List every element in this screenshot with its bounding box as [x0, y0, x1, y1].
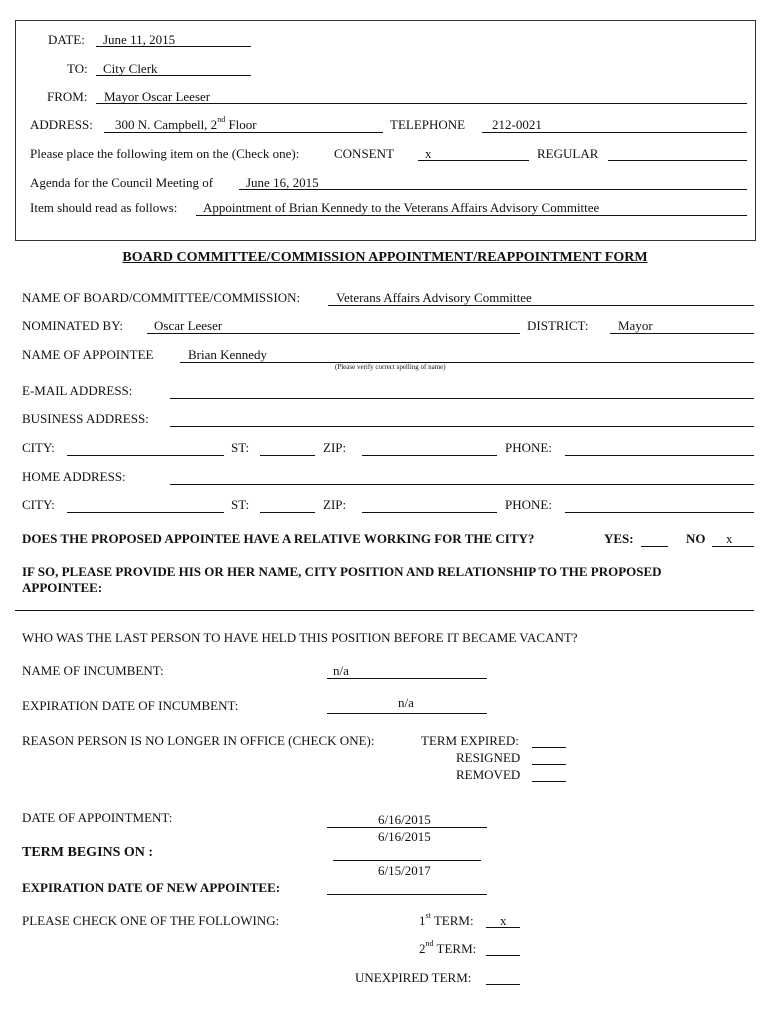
email-label: E-MAIL ADDRESS: — [22, 383, 133, 398]
home-zip-field-line[interactable] — [362, 512, 497, 513]
date-label: DATE: — [48, 32, 85, 47]
home-zip-label: ZIP: — [323, 497, 347, 512]
home-city-label: CITY: — [22, 497, 55, 512]
appointee-value: Brian Kennedy — [188, 347, 268, 362]
section-divider — [15, 610, 754, 611]
term-begins-value: 6/16/2015 — [378, 829, 431, 844]
if-so-line2: APPOINTEE: — [22, 580, 103, 595]
if-so-line1: IF SO, PLEASE PROVIDE HIS OR HER NAME, CITY POSITION AND RELATIONSHIP TO THE PROPOSED — [22, 564, 662, 579]
home-phone-field-line[interactable] — [565, 512, 754, 513]
business-phone-label: PHONE: — [505, 440, 552, 455]
consent-value: x — [425, 146, 432, 161]
consent-label: CONSENT — [334, 146, 394, 161]
home-phone-label: PHONE: — [505, 497, 552, 512]
home-st-label: ST: — [231, 497, 250, 512]
relative-no-field-line[interactable] — [712, 546, 754, 547]
appointment-date-value: 6/16/2015 — [378, 812, 431, 827]
appointment-date-label: DATE OF APPOINTMENT: — [22, 810, 173, 825]
business-st-field-line[interactable] — [260, 455, 315, 456]
email-field-line[interactable] — [170, 398, 754, 399]
from-value: Mayor Oscar Leeser — [104, 89, 211, 104]
reason-label: REASON PERSON IS NO LONGER IN OFFICE (CHECK ONE): — [22, 733, 375, 748]
business-city-field-line[interactable] — [67, 455, 224, 456]
unexpired-term-label: UNEXPIRED TERM: — [355, 970, 472, 985]
address-value: 300 N. Campbell, 2nd Floor — [115, 115, 257, 132]
removed-field-line[interactable] — [532, 781, 566, 782]
second-term-field-line[interactable] — [486, 955, 520, 956]
district-value: Mayor — [618, 318, 653, 333]
business-zip-label: ZIP: — [323, 440, 347, 455]
check-one-label: PLEASE CHECK ONE OF THE FOLLOWING: — [22, 913, 280, 928]
appointment-date-field-line[interactable] — [327, 827, 487, 828]
form-title: BOARD COMMITTEE/COMMISSION APPOINTMENT/REAPPOINTMENT FORM — [122, 250, 648, 265]
business-phone-field-line[interactable] — [565, 455, 754, 456]
business-st-label: ST: — [231, 440, 250, 455]
term-expired-field-line[interactable] — [532, 747, 566, 748]
business-address-label: BUSINESS ADDRESS: — [22, 411, 149, 426]
removed-label: REMOVED — [456, 767, 521, 782]
place-item-label: Please place the following item on the (Check one): — [30, 146, 300, 161]
nominated-value: Oscar Leeser — [154, 318, 223, 333]
unexpired-term-field-line[interactable] — [486, 984, 520, 985]
item-read-label: Item should read as follows: — [30, 200, 178, 215]
second-term-label: 2nd TERM: — [419, 939, 477, 956]
new-expiration-value: 6/15/2017 — [378, 863, 431, 878]
home-address-field-line[interactable] — [170, 484, 754, 485]
home-city-field-line[interactable] — [67, 512, 224, 513]
agenda-value: June 16, 2015 — [246, 175, 319, 190]
consent-field-line[interactable] — [418, 160, 529, 161]
home-address-label: HOME ADDRESS: — [22, 469, 126, 484]
home-st-field-line[interactable] — [260, 512, 315, 513]
agenda-label: Agenda for the Council Meeting of — [30, 175, 214, 190]
resigned-label: RESIGNED — [456, 750, 521, 765]
term-begins-label: TERM BEGINS ON : — [22, 845, 154, 860]
relative-yes-field-line[interactable] — [641, 546, 668, 547]
regular-field-line[interactable] — [608, 160, 747, 161]
business-zip-field-line[interactable] — [362, 455, 497, 456]
new-expiration-field-line[interactable] — [327, 894, 487, 895]
from-label: FROM: — [47, 89, 88, 104]
who-question: WHO WAS THE LAST PERSON TO HAVE HELD THIS POSITION BEFORE IT BECAME VACANT? — [22, 630, 578, 645]
term-expired-label: TERM EXPIRED: — [421, 733, 519, 748]
appointee-note: (Please verify correct spelling of name) — [335, 363, 446, 371]
relative-no-label: NO — [686, 531, 706, 546]
incumbent-expiration-label: EXPIRATION DATE OF INCUMBENT: — [22, 698, 239, 713]
telephone-label: TELEPHONE — [390, 117, 466, 132]
business-city-label: CITY: — [22, 440, 55, 455]
to-value: City Clerk — [103, 61, 158, 76]
nominated-label: NOMINATED BY: — [22, 318, 123, 333]
date-value: June 11, 2015 — [103, 32, 176, 47]
incumbent-expiration-value: n/a — [398, 695, 414, 710]
resigned-field-line[interactable] — [532, 764, 566, 765]
item-read-value: Appointment of Brian Kennedy to the Veterans Affairs Advisory Committee — [203, 200, 600, 215]
incumbent-name-field-line[interactable] — [327, 678, 487, 679]
first-term-label: 1st TERM: — [419, 911, 474, 928]
business-address-field-line[interactable] — [170, 426, 754, 427]
incumbent-name-value: n/a — [333, 663, 349, 678]
board-value: Veterans Affairs Advisory Committee — [336, 290, 532, 305]
board-label: NAME OF BOARD/COMMITTEE/COMMISSION: — [22, 290, 301, 305]
relative-yes-label: YES: — [604, 531, 634, 546]
incumbent-expiration-field-line[interactable] — [327, 713, 487, 714]
incumbent-name-label: NAME OF INCUMBENT: — [22, 663, 164, 678]
new-expiration-label: EXPIRATION DATE OF NEW APPOINTEE: — [22, 880, 281, 895]
telephone-value: 212-0021 — [492, 117, 542, 132]
relative-no-value: x — [726, 531, 733, 546]
appointee-label: NAME OF APPOINTEE — [22, 347, 154, 362]
to-label: TO: — [67, 61, 88, 76]
district-label: DISTRICT: — [527, 318, 589, 333]
regular-label: REGULAR — [537, 146, 599, 161]
relative-question: DOES THE PROPOSED APPOINTEE HAVE A RELATIVE WORKING FOR THE CITY? — [22, 531, 535, 546]
term-begins-field-line[interactable] — [333, 860, 481, 861]
first-term-value: x — [500, 913, 507, 928]
address-label: ADDRESS: — [30, 117, 93, 132]
